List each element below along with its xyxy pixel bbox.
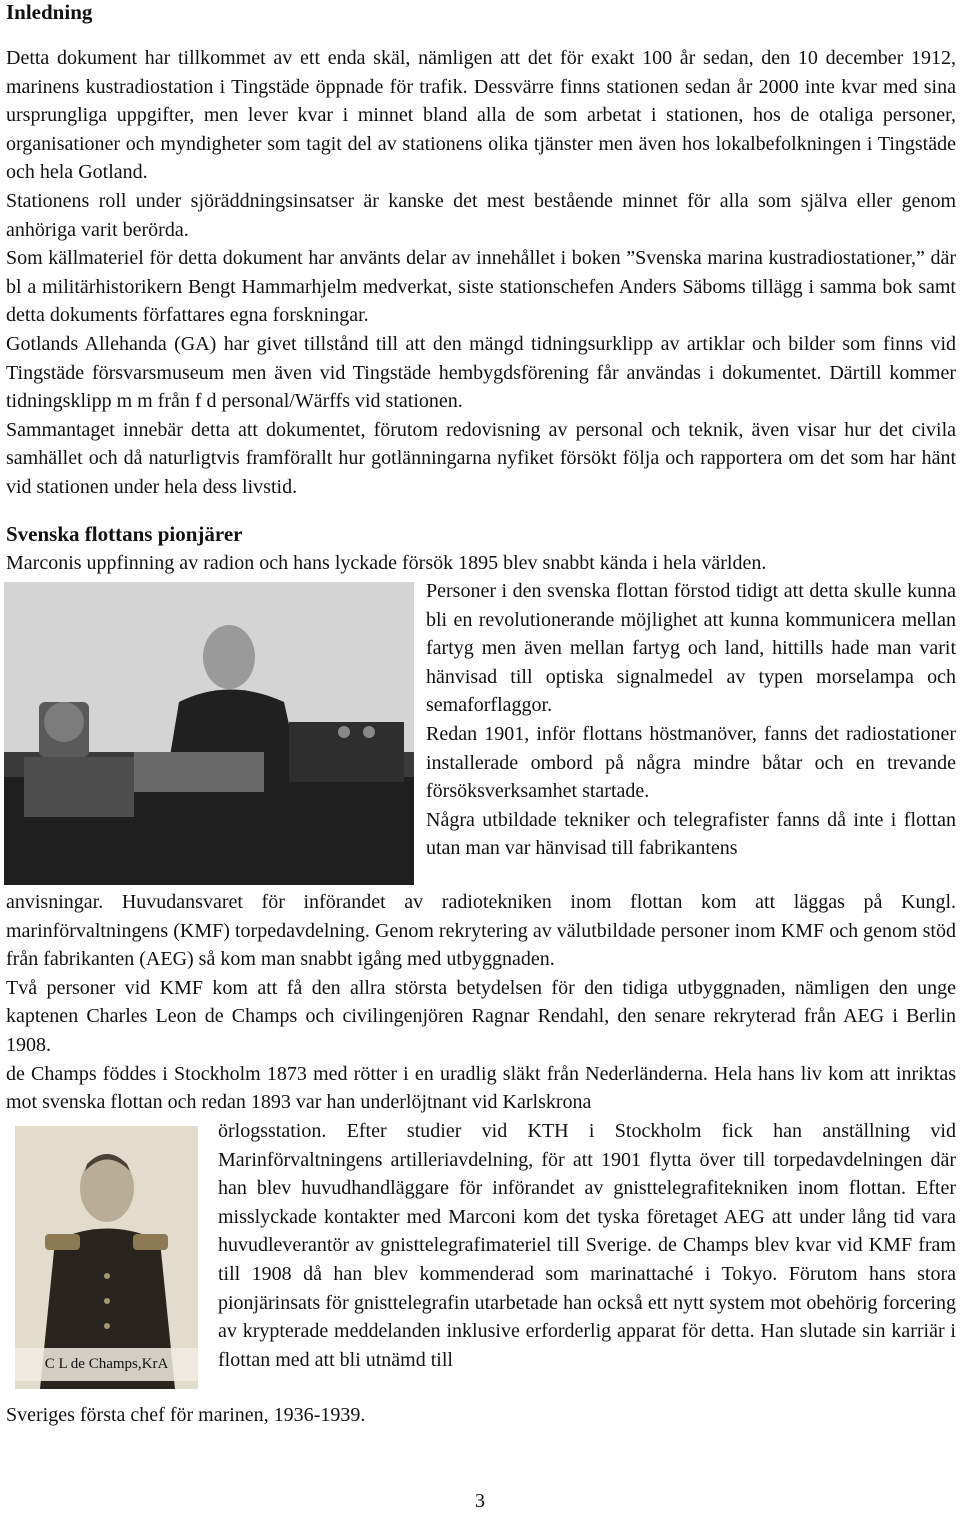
full-width-text bbox=[6, 888, 956, 1117]
intro-text bbox=[6, 44, 956, 502]
paragraph: Som källmateriel för detta dokument har använts delar av innehållet i boken ”Svenska marina kustradiostationer,” där bl a militärhistorikern Bengt Hammarhjelm medverkat, siste stationschefen Anders Säboms tillägg i samma bok samt detta dokuments författares egna forskningar. bbox=[6, 247, 956, 327]
paragraph: Sveriges första chef för marinen, 1936-1939. bbox=[6, 1404, 366, 1426]
paragraph: Några utbildade tekniker och telegrafister fanns då inte i flottan utan man var hänvisad till fabrikantens bbox=[426, 808, 956, 860]
section-heading-pioneers: Svenska flottans pionjärer bbox=[6, 522, 243, 546]
paragraph: Detta dokument har tillkommet av ett enda skäl, nämligen att det för exakt 100 år sedan, den 10 december 1912, marinens kustradiostation i Tingstäde öppnade för trafik. Dessvärre finns stationen sedan år 2000 inte kvar med sina ursprungliga uppgifter, men lever kvar i minnet bland alla de som arbetat i stationen, hos de otaliga personer, organisationer och myndigheter som tagit del av stationens olika tjänster men även hos lokalbefolkningen i Tingstäde och hela Gotland. bbox=[6, 47, 956, 184]
paragraph: Två personer vid KMF kom att få den allra största betydelsen för den tidiga utbyggnaden, nämligen den unge kaptenen Charles Leon de Champs och civilingenjören Ragnar Rendahl, den senare rekryterad från AEG i Berlin 1908. bbox=[6, 976, 956, 1056]
paragraph: Gotlands Allehanda (GA) har givet tillstånd till att den mängd tidningsurklipp av artiklar och bilder som finns vid Tingstäde försvarsmuseum men även vid Tingstäde hembygdsförening får användas i dokumentet. Därtill kommer tidningsklipp m m från f d personal/Wärffs vid stationen. bbox=[6, 332, 956, 413]
paragraph: Personer i den svenska flottan förstod tidigt att detta skulle kunna bli en revolutionerande möjlighet att kunna kommunicera mellan fartyg men även mellan fartyg och land, hittills hade man varit hänvisad till optiska signalmedel av typen morselampa och semaforflaggor. bbox=[426, 580, 956, 717]
page-number: 3 bbox=[475, 1490, 485, 1512]
side-text bbox=[426, 577, 956, 863]
paragraph: de Champs föddes i Stockholm 1873 med rötter i en uradlig släkt från Nederländerna. Hela hans liv kom att inriktas mot svenska flottan och redan 1893 var han underlöjtnant vid Karlskrona bbox=[6, 1062, 956, 1114]
photo-caption: C L de Champs,KrA bbox=[15, 1348, 198, 1381]
side-text: örlogsstation. Efter studier vid KTH i Stockholm fick han anställning vid Marinförvaltningens artilleriavdelning, för att 1901 flytta över till torpedavdelningen där han blev huvudhandläggare för införandet av gnisttelegrafitekniken inom flottan. Efter misslyckade kontakter med Marconi kom det tyska företaget AEG att under lång tid vara huvudleverantör av gnisttelegrafimateriel till Sverige. de Champs blev kvar vid KMF fram till 1908 då han blev kommenderad som marinattaché i Tokyo. Förutom hans stora pionjärinsats för gnisttelegrafin utarbetade han också ett nytt system mot obehörig forcering av krypterade meddelanden inklusive erforderlig apparat för detta. Han slutade sin karriär i flottan med att bli utnämd till bbox=[218, 1120, 956, 1371]
paragraph: Marconis uppfinning av radion och hans lyckade försök 1895 blev snabbt kända i hela världen. bbox=[6, 552, 767, 574]
paragraph: Stationens roll under sjöräddningsinsatser är kanske det mest bestående minnet för alla som själva eller genom anhöriga varit berörda. bbox=[6, 189, 956, 241]
marconi-photo bbox=[4, 582, 414, 885]
paragraph: Redan 1901, inför flottans höstmanöver, fanns det radiostationer installerade ombord på några mindre båtar och en trevande försöksverksamhet startade. bbox=[426, 722, 956, 803]
marconi-illustration bbox=[4, 582, 414, 885]
paragraph: Sammantaget innebär detta att dokumentet, förutom redovisning av personal och teknik, även visar hur det civila samhället och då naturligtvis framförallt hur gotlänningarna nyfiket försökt följa och rapportera om det som har hänt vid stationen under hela dess livstid. bbox=[6, 418, 956, 498]
paragraph: anvisningar. Huvudansvaret för införandet av radiotekniken inom flottan kom att läggas på Kungl. marinförvaltningens (KMF) torpedavdelning. Genom rekrytering av välutbildade personer inom KMF och genom stöd från fabrikanten (AEG) så kom man snabbt igång med utbyggnaden. bbox=[6, 891, 956, 971]
section-heading-intro: Inledning bbox=[6, 0, 93, 24]
champs-portrait bbox=[15, 1126, 198, 1389]
